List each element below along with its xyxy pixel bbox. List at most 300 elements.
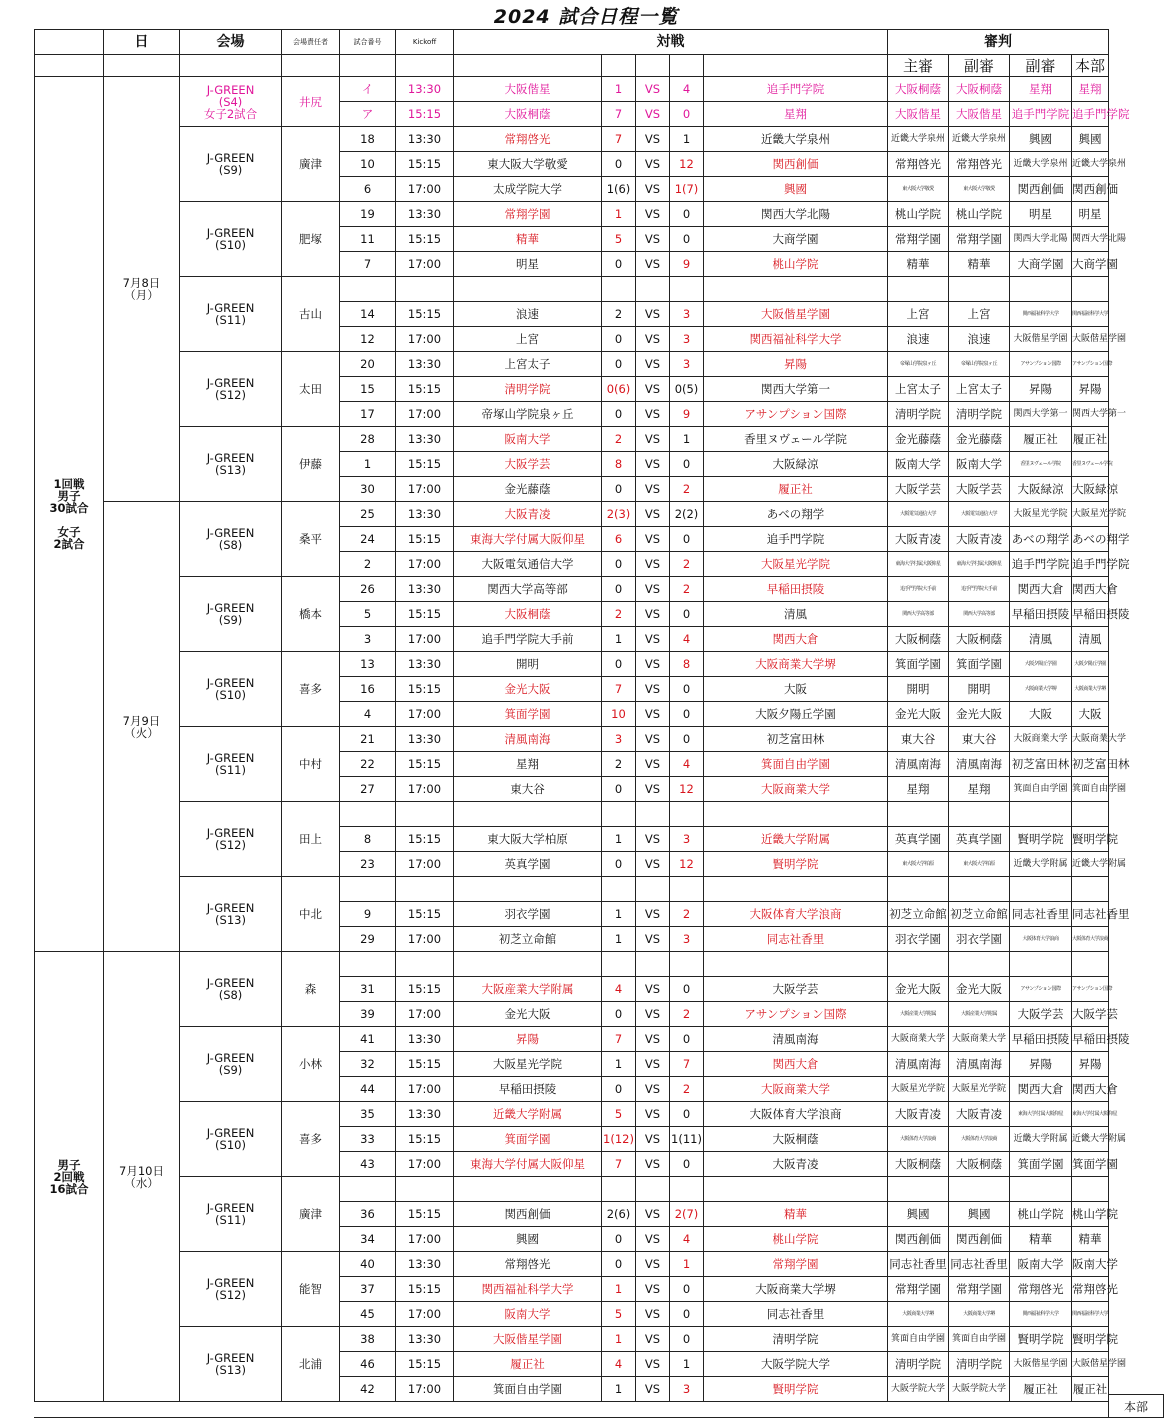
score-a: 0 bbox=[602, 552, 636, 577]
score-b: 3 bbox=[670, 352, 704, 377]
score-a: 5 bbox=[602, 227, 636, 252]
referee-cell: 昇陽 bbox=[1072, 1052, 1109, 1077]
referee-cell: 大商学園 bbox=[1010, 252, 1072, 277]
score-b: 2(7) bbox=[670, 1202, 704, 1227]
score-b: 8 bbox=[670, 652, 704, 677]
match-number: 9 bbox=[340, 902, 396, 927]
score-a: 2(3) bbox=[602, 502, 636, 527]
team-a: 星翔 bbox=[454, 752, 602, 777]
referee-cell: 関西大学第一 bbox=[1072, 402, 1109, 427]
header-match-no: 試合番号 bbox=[340, 30, 396, 55]
team-a: 大阪産業大学附属 bbox=[454, 977, 602, 1002]
team-b: 箕面自由学園 bbox=[704, 752, 888, 777]
team-b: 桃山学院 bbox=[704, 1227, 888, 1252]
referee-cell: 大阪青凌 bbox=[949, 1102, 1010, 1127]
match-number: 25 bbox=[340, 502, 396, 527]
kickoff-time: 15:15 bbox=[396, 1277, 454, 1302]
referee-cell: 浪速 bbox=[888, 327, 949, 352]
referee-cell: 関西福祉科学大学 bbox=[1010, 1302, 1072, 1327]
referee-cell: 星翔 bbox=[949, 777, 1010, 802]
referee-cell: 常翔啓光 bbox=[949, 152, 1010, 177]
referee-cell: 阪南大学 bbox=[1010, 1252, 1072, 1277]
team-b: 清風 bbox=[704, 602, 888, 627]
referee-cell: 大阪電気通信大学 bbox=[949, 502, 1010, 527]
referee-cell: 早稲田摂陵 bbox=[1072, 602, 1109, 627]
score-a: 0 bbox=[602, 252, 636, 277]
kickoff-time: 15:15 bbox=[396, 827, 454, 852]
kickoff-time: 13:30 bbox=[396, 1027, 454, 1052]
score-b: 1 bbox=[670, 127, 704, 152]
score-a: 1(12) bbox=[602, 1127, 636, 1152]
referee-cell bbox=[949, 802, 1010, 827]
referee-cell: アサンプション国際 bbox=[1010, 977, 1072, 1002]
venue-manager: 廣津 bbox=[282, 127, 340, 202]
venue-manager: 古山 bbox=[282, 277, 340, 352]
referee-cell: 桃山学院 bbox=[1072, 1202, 1109, 1227]
referee-cell: 東大谷 bbox=[888, 727, 949, 752]
referee-cell: 東海大学付属大阪仰星 bbox=[949, 552, 1010, 577]
referee-cell: 履正社 bbox=[1010, 1377, 1072, 1402]
referee-cell: 大阪産業大学附属 bbox=[888, 1002, 949, 1027]
vs-label: VS bbox=[636, 252, 670, 277]
match-row bbox=[35, 77, 1109, 102]
team-b: 大阪商業大学堺 bbox=[704, 652, 888, 677]
match-number: 29 bbox=[340, 927, 396, 952]
score-b: 2 bbox=[670, 552, 704, 577]
score-a: 4 bbox=[602, 1352, 636, 1377]
vs-label: VS bbox=[636, 452, 670, 477]
score-b: 0 bbox=[670, 1302, 704, 1327]
extra-hq-cell: 本部 bbox=[1108, 1394, 1164, 1418]
referee-cell: 大阪星光学院 bbox=[949, 1077, 1010, 1102]
referee-cell: 東海大学付属大阪仰星 bbox=[1072, 1102, 1109, 1127]
referee-cell: 精華 bbox=[1072, 1227, 1109, 1252]
kickoff-time: 17:00 bbox=[396, 327, 454, 352]
vs-label: VS bbox=[636, 1027, 670, 1052]
team-b: アサンプション国際 bbox=[704, 402, 888, 427]
venue-manager: 中村 bbox=[282, 727, 340, 802]
score-a: 2 bbox=[602, 602, 636, 627]
referee-cell: 大阪偕星学園 bbox=[1010, 327, 1072, 352]
referee-cell: 大阪学院大学 bbox=[888, 1377, 949, 1402]
venue-name: J-GREEN (S12) bbox=[180, 802, 282, 877]
referee-cell: 大阪緑涼 bbox=[1010, 477, 1072, 502]
referee-cell: 箕面学園 bbox=[888, 652, 949, 677]
referee-cell: 大阪青凌 bbox=[888, 527, 949, 552]
referee-cell: 関西創価 bbox=[1072, 177, 1109, 202]
team-b: 早稲田摂陵 bbox=[704, 577, 888, 602]
referee-cell: 関西創価 bbox=[888, 1227, 949, 1252]
team-a: 浪速 bbox=[454, 302, 602, 327]
referee-cell: 清明学院 bbox=[949, 402, 1010, 427]
match-number: 17 bbox=[340, 402, 396, 427]
score-a: 8 bbox=[602, 452, 636, 477]
referee-cell: 明星 bbox=[1010, 202, 1072, 227]
venue-manager: 廣津 bbox=[282, 1177, 340, 1252]
team-a: 大阪青凌 bbox=[454, 502, 602, 527]
score-b: 0 bbox=[670, 677, 704, 702]
vs-label: VS bbox=[636, 127, 670, 152]
team-a: 阪南大学 bbox=[454, 427, 602, 452]
venue-name: J-GREEN (S10) bbox=[180, 652, 282, 727]
score-a: 1 bbox=[602, 1327, 636, 1352]
team-b: 関西大倉 bbox=[704, 1052, 888, 1077]
referee-cell: 大商学園 bbox=[1072, 252, 1109, 277]
team-b: 追手門学院 bbox=[704, 77, 888, 102]
referee-cell: 関西大学第一 bbox=[1010, 402, 1072, 427]
referee-cell: 大阪商業大学 bbox=[888, 1027, 949, 1052]
match-number: 43 bbox=[340, 1152, 396, 1177]
referee-cell: 大阪商業大学 bbox=[949, 1027, 1010, 1052]
referee-cell: 東海大学付属大阪仰星 bbox=[888, 552, 949, 577]
kickoff-time: 13:30 bbox=[396, 577, 454, 602]
team-b: 関西大学第一 bbox=[704, 377, 888, 402]
score-a: 2(6) bbox=[602, 1202, 636, 1227]
match-number: 36 bbox=[340, 1202, 396, 1227]
vs-label: VS bbox=[636, 1127, 670, 1152]
team-b: 大商学園 bbox=[704, 227, 888, 252]
match-row bbox=[35, 1102, 1109, 1127]
vs-label: VS bbox=[636, 102, 670, 127]
score-a bbox=[602, 802, 636, 827]
team-a: 太成学院大学 bbox=[454, 177, 602, 202]
referee-cell: 初芝富田林 bbox=[1072, 752, 1109, 777]
team-a bbox=[454, 952, 602, 977]
score-b: 1(11) bbox=[670, 1127, 704, 1152]
kickoff-time bbox=[396, 802, 454, 827]
referee-cell: 清風南海 bbox=[888, 1052, 949, 1077]
referee-cell: 大阪偕星学園 bbox=[1010, 1352, 1072, 1377]
vs-label: VS bbox=[636, 1202, 670, 1227]
referee-cell: 箕面自由学園 bbox=[949, 1327, 1010, 1352]
referee-cell: 帝塚山学院泉ヶ丘 bbox=[949, 352, 1010, 377]
referee-cell: 東大阪大学柏原 bbox=[888, 852, 949, 877]
referee-cell: 香里ヌヴェール学院 bbox=[1010, 452, 1072, 477]
referee-cell: 金光藤蔭 bbox=[949, 427, 1010, 452]
score-b: 4 bbox=[670, 627, 704, 652]
score-b: 12 bbox=[670, 152, 704, 177]
match-number bbox=[340, 952, 396, 977]
vs-label: VS bbox=[636, 1352, 670, 1377]
vs-label: VS bbox=[636, 377, 670, 402]
referee-cell: 星翔 bbox=[888, 777, 949, 802]
score-b: 2 bbox=[670, 1002, 704, 1027]
score-b: 12 bbox=[670, 777, 704, 802]
score-a: 0 bbox=[602, 777, 636, 802]
referee-cell: 関西大倉 bbox=[1010, 1077, 1072, 1102]
referee-cell bbox=[888, 952, 949, 977]
kickoff-time: 13:30 bbox=[396, 1252, 454, 1277]
score-a: 1 bbox=[602, 627, 636, 652]
score-a: 0 bbox=[602, 152, 636, 177]
referee-cell: 近畿大学附属 bbox=[1072, 852, 1109, 877]
team-b: 大阪星光学院 bbox=[704, 552, 888, 577]
team-a: 金光藤蔭 bbox=[454, 477, 602, 502]
kickoff-time: 15:15 bbox=[396, 677, 454, 702]
referee-cell: 大阪学芸 bbox=[949, 477, 1010, 502]
referee-cell: あべの翔学 bbox=[1010, 527, 1072, 552]
vs-label: VS bbox=[636, 927, 670, 952]
team-a: 金光大阪 bbox=[454, 1002, 602, 1027]
referee-cell: 清風 bbox=[1010, 627, 1072, 652]
referee-cell: 大阪商業大学堺 bbox=[1072, 677, 1109, 702]
vs-label: VS bbox=[636, 1252, 670, 1277]
referee-cell: 常翔学園 bbox=[949, 1277, 1010, 1302]
score-b bbox=[670, 277, 704, 302]
header-day: 日 bbox=[104, 30, 180, 55]
referee-cell bbox=[949, 952, 1010, 977]
score-a: 1 bbox=[602, 1377, 636, 1402]
score-a: 1 bbox=[602, 827, 636, 852]
vs-label: VS bbox=[636, 327, 670, 352]
vs-label: VS bbox=[636, 1002, 670, 1027]
team-a: 明星 bbox=[454, 252, 602, 277]
referee-cell: 近畿大学泉州 bbox=[888, 127, 949, 152]
referee-cell bbox=[1010, 277, 1072, 302]
team-a: 大阪学芸 bbox=[454, 452, 602, 477]
header-venue-manager: 会場責任者 bbox=[282, 30, 340, 55]
referee-cell: 大阪桐蔭 bbox=[888, 1152, 949, 1177]
team-a bbox=[454, 1177, 602, 1202]
team-b: アサンプション国際 bbox=[704, 1002, 888, 1027]
team-b bbox=[704, 952, 888, 977]
venue-name: J-GREEN (S4) 女子2試合 bbox=[180, 77, 282, 127]
referee-cell: 帝塚山学院泉ヶ丘 bbox=[888, 352, 949, 377]
referee-cell: アサンプション国際 bbox=[1010, 352, 1072, 377]
referee-cell: 同志社香里 bbox=[1010, 902, 1072, 927]
score-b: 3 bbox=[670, 927, 704, 952]
referee-cell: 英真学園 bbox=[949, 827, 1010, 852]
kickoff-time: 15:15 bbox=[396, 102, 454, 127]
match-row bbox=[35, 352, 1109, 377]
vs-label: VS bbox=[636, 527, 670, 552]
kickoff-time: 17:00 bbox=[396, 852, 454, 877]
match-number: 44 bbox=[340, 1077, 396, 1102]
score-b: 2 bbox=[670, 477, 704, 502]
score-b: 0 bbox=[670, 452, 704, 477]
team-a: 初芝立命館 bbox=[454, 927, 602, 952]
team-b bbox=[704, 877, 888, 902]
team-b: 賢明学院 bbox=[704, 852, 888, 877]
vs-label bbox=[636, 277, 670, 302]
team-a: 精華 bbox=[454, 227, 602, 252]
referee-cell: 羽衣学園 bbox=[949, 927, 1010, 952]
venue-name: J-GREEN (S13) bbox=[180, 1327, 282, 1402]
referee-cell bbox=[1010, 877, 1072, 902]
referee-cell: 上宮 bbox=[888, 302, 949, 327]
score-a: 1 bbox=[602, 77, 636, 102]
match-number: 19 bbox=[340, 202, 396, 227]
score-a: 1 bbox=[602, 1277, 636, 1302]
score-b: 9 bbox=[670, 252, 704, 277]
kickoff-time: 15:15 bbox=[396, 977, 454, 1002]
referee-cell: 金光大阪 bbox=[949, 977, 1010, 1002]
referee-cell: 清風南海 bbox=[949, 752, 1010, 777]
header-venue: 会場 bbox=[180, 30, 282, 55]
vs-label: VS bbox=[636, 227, 670, 252]
score-a: 7 bbox=[602, 102, 636, 127]
score-a: 2 bbox=[602, 427, 636, 452]
vs-label bbox=[636, 952, 670, 977]
kickoff-time bbox=[396, 1177, 454, 1202]
referee-cell: 近畿大学附属 bbox=[1010, 852, 1072, 877]
referee-cell: 香里ヌヴェール学院 bbox=[1072, 452, 1109, 477]
score-b: 0 bbox=[670, 1102, 704, 1127]
score-b: 1(7) bbox=[670, 177, 704, 202]
referee-cell: 清明学院 bbox=[888, 1352, 949, 1377]
match-number: 7 bbox=[340, 252, 396, 277]
kickoff-time: 15:15 bbox=[396, 1052, 454, 1077]
venue-name: J-GREEN (S13) bbox=[180, 427, 282, 502]
team-a: 東海大学付属大阪仰星 bbox=[454, 527, 602, 552]
team-a: 常翔啓光 bbox=[454, 127, 602, 152]
team-b: 昇陽 bbox=[704, 352, 888, 377]
venue-manager: 桑平 bbox=[282, 502, 340, 577]
vs-label: VS bbox=[636, 852, 670, 877]
match-row bbox=[35, 952, 1109, 977]
team-b bbox=[704, 1177, 888, 1202]
team-b: 同志社香里 bbox=[704, 927, 888, 952]
team-a bbox=[454, 802, 602, 827]
referee-cell: 履正社 bbox=[1072, 1377, 1109, 1402]
vs-label: VS bbox=[636, 752, 670, 777]
kickoff-time: 15:15 bbox=[396, 527, 454, 552]
vs-label: VS bbox=[636, 727, 670, 752]
team-a: 追手門学院大手前 bbox=[454, 627, 602, 652]
match-row bbox=[35, 1027, 1109, 1052]
team-a: 昇陽 bbox=[454, 1027, 602, 1052]
referee-cell: 大阪商業大学 bbox=[1072, 727, 1109, 752]
referee-cell: 大阪体育大学浪商 bbox=[949, 1127, 1010, 1152]
referee-cell bbox=[1010, 1177, 1072, 1202]
referee-cell: 大阪星光学院 bbox=[1010, 502, 1072, 527]
match-number: 37 bbox=[340, 1277, 396, 1302]
referee-cell bbox=[888, 877, 949, 902]
referee-cell: 初芝富田林 bbox=[1010, 752, 1072, 777]
match-number bbox=[340, 277, 396, 302]
referee-cell: 昇陽 bbox=[1010, 377, 1072, 402]
header-kickoff: Kickoff bbox=[396, 30, 454, 55]
match-number: 35 bbox=[340, 1102, 396, 1127]
match-number: 28 bbox=[340, 427, 396, 452]
referee-cell: 履正社 bbox=[1072, 427, 1109, 452]
venue-manager: 北浦 bbox=[282, 1327, 340, 1402]
referee-cell: 関西大学高等部 bbox=[949, 602, 1010, 627]
score-a: 4 bbox=[602, 977, 636, 1002]
referee-cell: 近畿大学泉州 bbox=[1010, 152, 1072, 177]
score-b: 7 bbox=[670, 1052, 704, 1077]
kickoff-time: 17:00 bbox=[396, 402, 454, 427]
match-number: 2 bbox=[340, 552, 396, 577]
match-number: 33 bbox=[340, 1127, 396, 1152]
match-number: 34 bbox=[340, 1227, 396, 1252]
match-number: 14 bbox=[340, 302, 396, 327]
team-a: 上宮太子 bbox=[454, 352, 602, 377]
referee-cell: あべの翔学 bbox=[1072, 527, 1109, 552]
score-a: 1 bbox=[602, 202, 636, 227]
score-a: 5 bbox=[602, 1302, 636, 1327]
kickoff-time: 17:00 bbox=[396, 552, 454, 577]
match-row bbox=[35, 877, 1109, 902]
vs-label: VS bbox=[636, 1277, 670, 1302]
vs-label: VS bbox=[636, 152, 670, 177]
referee-cell bbox=[1072, 277, 1109, 302]
referee-cell: 関西創価 bbox=[1010, 177, 1072, 202]
score-b: 0 bbox=[670, 102, 704, 127]
match-row bbox=[35, 802, 1109, 827]
score-a bbox=[602, 277, 636, 302]
referee-cell: 関西福祉科学大学 bbox=[1072, 302, 1109, 327]
match-number bbox=[340, 877, 396, 902]
score-b: 2(2) bbox=[670, 502, 704, 527]
score-b: 0 bbox=[670, 527, 704, 552]
score-b: 2 bbox=[670, 1077, 704, 1102]
team-a: 関西創価 bbox=[454, 1202, 602, 1227]
match-number: 8 bbox=[340, 827, 396, 852]
venue-name: J-GREEN (S12) bbox=[180, 352, 282, 427]
score-a: 1 bbox=[602, 927, 636, 952]
venue-manager: 井尻 bbox=[282, 77, 340, 127]
team-a: 早稲田摂陵 bbox=[454, 1077, 602, 1102]
referee-cell: 清風南海 bbox=[888, 752, 949, 777]
venue-manager: 能智 bbox=[282, 1252, 340, 1327]
referee-cell: 上宮 bbox=[949, 302, 1010, 327]
score-b: 3 bbox=[670, 302, 704, 327]
referee-cell: 大阪商業大学 bbox=[1010, 727, 1072, 752]
venue-manager: 喜多 bbox=[282, 652, 340, 727]
score-b: 4 bbox=[670, 77, 704, 102]
team-a: 清風南海 bbox=[454, 727, 602, 752]
referee-cell: 大阪桐蔭 bbox=[949, 1152, 1010, 1177]
header-row-2 bbox=[35, 55, 1109, 77]
referee-cell: 金光大阪 bbox=[888, 977, 949, 1002]
team-b: 大阪商業大学 bbox=[704, 1077, 888, 1102]
team-b: 興國 bbox=[704, 177, 888, 202]
header-ref-main: 主審 bbox=[888, 55, 949, 77]
referee-cell: 大阪青凌 bbox=[888, 1102, 949, 1127]
score-a bbox=[602, 877, 636, 902]
referee-cell: 東海大学付属大阪仰星 bbox=[1010, 1102, 1072, 1127]
score-a: 2 bbox=[602, 752, 636, 777]
team-b: 関西大学北陽 bbox=[704, 202, 888, 227]
team-a: 大阪星光学院 bbox=[454, 1052, 602, 1077]
kickoff-time: 17:00 bbox=[396, 777, 454, 802]
score-a: 0 bbox=[602, 852, 636, 877]
header-referee: 審判 bbox=[888, 30, 1109, 55]
venue-manager: 喜多 bbox=[282, 1102, 340, 1177]
referee-cell: 大阪偕星 bbox=[888, 102, 949, 127]
venue-manager: 太田 bbox=[282, 352, 340, 427]
score-b: 0 bbox=[670, 1152, 704, 1177]
referee-cell: 明星 bbox=[1072, 202, 1109, 227]
referee-cell: 早稲田摂陵 bbox=[1010, 1027, 1072, 1052]
score-b: 1 bbox=[670, 427, 704, 452]
referee-cell: 賢明学院 bbox=[1072, 827, 1109, 852]
team-b: あべの翔学 bbox=[704, 502, 888, 527]
score-a: 3 bbox=[602, 727, 636, 752]
referee-cell: 東大谷 bbox=[949, 727, 1010, 752]
score-b: 0 bbox=[670, 227, 704, 252]
referee-cell: 上宮太子 bbox=[888, 377, 949, 402]
match-number: 24 bbox=[340, 527, 396, 552]
vs-label: VS bbox=[636, 577, 670, 602]
vs-label bbox=[636, 1177, 670, 1202]
kickoff-time: 17:00 bbox=[396, 477, 454, 502]
kickoff-time: 13:30 bbox=[396, 1102, 454, 1127]
day-label: 7月10日 （水） bbox=[104, 952, 180, 1402]
referee-cell: 大阪商業大学堺 bbox=[949, 1302, 1010, 1327]
referee-cell: 大阪偕星 bbox=[949, 102, 1010, 127]
